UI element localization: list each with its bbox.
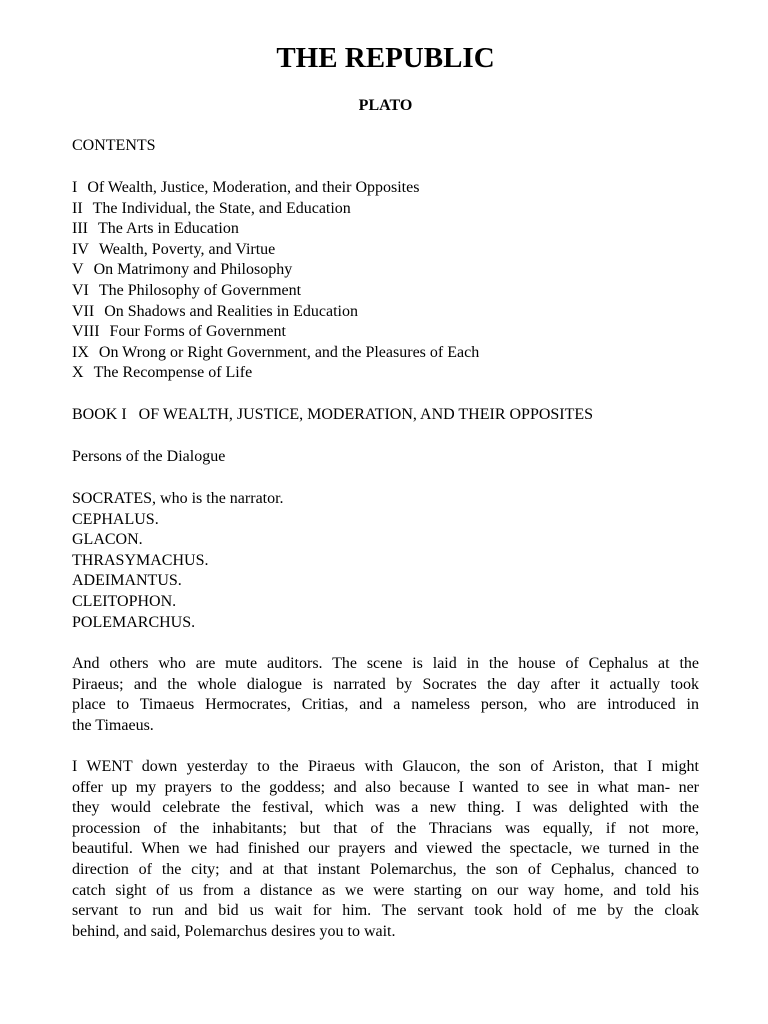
paragraph-line: And others who are mute auditors. The scene is laid in the house of Cephalus at the (72, 655, 699, 672)
toc-item (72, 178, 699, 199)
toc-item (72, 302, 699, 323)
paragraph-line: procession of the inhabitants; but that of the Thracians was equally, if not more, (72, 819, 699, 837)
persons-list (72, 489, 699, 633)
paragraph-line: servant to run and bid us wait for him. The servant took hold of me by the cloak (72, 902, 699, 920)
person-note: . (204, 551, 209, 569)
paragraph-line: they would celebrate the festival, which was a new thing. I was delighted with the (72, 799, 699, 817)
paragraph-line: I WENT down yesterday to the Piraeus with Glaucon, the son of Ariston, that I might (72, 758, 699, 775)
toc-item-number: I (72, 179, 78, 196)
person-note: , who is the narrator. (152, 490, 284, 507)
toc-item (72, 363, 699, 384)
toc-item-number: VIII (72, 323, 100, 341)
toc-item-title: On Matrimony and Philosophy (93, 261, 293, 279)
person-item (72, 551, 699, 572)
person-note: . (172, 592, 177, 610)
toc-item (72, 240, 699, 261)
intro-paragraph (72, 654, 699, 736)
person-note: . (138, 531, 143, 549)
toc-item (72, 260, 699, 281)
table-of-contents (72, 178, 699, 384)
contents-section (72, 136, 699, 157)
person-name: CEPHALUS (72, 510, 155, 528)
toc-item (72, 199, 699, 220)
paragraph-line: beautiful. When we had finished our prayers and viewed the spectacle, we turned in the (72, 840, 699, 858)
toc-item-title: Of Wealth, Justice, Moderation, and their Opposites (87, 179, 420, 196)
person-note: . (154, 510, 159, 528)
document-author: PLATO (358, 97, 413, 114)
contents-heading: CONTENTS (72, 137, 156, 154)
toc-item-title: The Arts in Education (97, 220, 239, 238)
person-name: THRASYMACHUS (72, 551, 205, 569)
toc-item-number: X (72, 364, 84, 382)
person-name: SOCRATES (72, 490, 153, 507)
paragraph-line: the Timaeus. (72, 716, 154, 734)
paragraph-line: direction of the city; and at that instant Polemarchus, the son of Cephalus, chanced to (72, 860, 699, 878)
person-name: ADEIMANTUS (72, 572, 178, 590)
document-title: THE REPUBLIC (276, 42, 495, 74)
person-item (72, 489, 699, 510)
toc-item (72, 343, 699, 364)
narrative-paragraph (72, 757, 699, 942)
toc-item-title: Four Forms of Government (109, 323, 286, 341)
paragraph-line: catch sight of us from a distance as we were starting on our way home, and told his (72, 881, 699, 899)
toc-item-title: The Individual, the State, and Education (92, 199, 351, 217)
person-name: CLEITOPHON (72, 592, 173, 610)
toc-item-title: The Philosophy of Government (98, 281, 302, 299)
toc-item-title: On Shadows and Realities in Education (104, 302, 358, 320)
paragraph-line: place to Timaeus Hermocrates, Critias, and a nameless person, who are introduced in (72, 696, 699, 714)
person-name: POLEMARCHUS (72, 613, 192, 631)
person-note: . (177, 572, 182, 590)
toc-item-title: On Wrong or Right Government, and the Pleasures of Each (98, 343, 480, 361)
toc-item-number: VII (72, 302, 95, 320)
person-note: . (191, 613, 196, 631)
paragraph-line: offer up my prayers to the goddess; and also because I wanted to see in what man- ner (72, 778, 699, 796)
person-item (72, 613, 699, 634)
person-name: GLACON (72, 531, 139, 549)
toc-item (72, 219, 699, 240)
person-item (72, 571, 699, 592)
toc-item-number: II (72, 199, 83, 217)
persons-section (72, 447, 699, 468)
paragraph-line: Piraeus; and the whole dialogue is narrated by Socrates the day after it actually took (72, 675, 699, 693)
toc-item-number: IV (72, 240, 89, 258)
toc-item-title: Wealth, Poverty, and Virtue (98, 240, 276, 258)
book-section (72, 405, 699, 426)
book-heading: BOOK I OF WEALTH, JUSTICE, MODERATION, AND THEIR OPPOSITES (72, 406, 594, 423)
toc-item-number: IX (72, 343, 89, 361)
person-item (72, 530, 699, 551)
persons-heading: Persons of the Dialogue (72, 448, 226, 465)
toc-item-number: VI (72, 281, 89, 299)
person-item (72, 592, 699, 613)
paragraph-line: behind, and said, Polemarchus desires you to wait. (72, 922, 396, 940)
toc-item-number: V (72, 261, 84, 279)
toc-item (72, 281, 699, 302)
toc-item-number: III (72, 220, 88, 238)
toc-item (72, 322, 699, 343)
person-item (72, 510, 699, 531)
toc-item-title: The Recompense of Life (93, 364, 253, 382)
